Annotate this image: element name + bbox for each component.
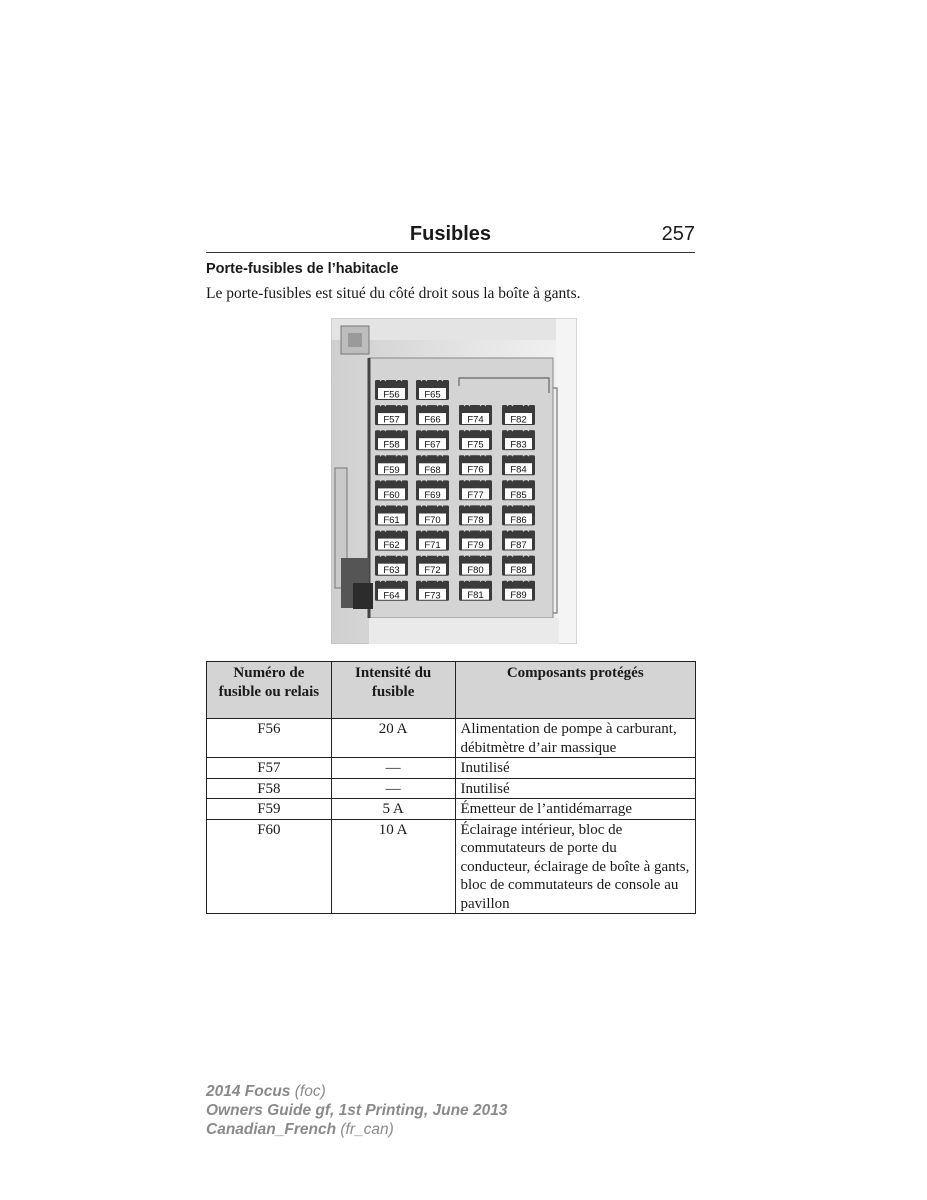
fuse-label: F57 xyxy=(383,414,400,426)
fuse-cell-f58 xyxy=(375,428,408,451)
footer-language: Canadian_French xyxy=(206,1121,337,1138)
fuse-cell-f78 xyxy=(459,503,492,526)
fuse-label: F78 xyxy=(467,514,484,526)
fuse-cell-f57 xyxy=(375,403,408,426)
fuse-label: F62 xyxy=(383,540,400,552)
fuse-cell-f75 xyxy=(459,428,492,451)
footer-line-model xyxy=(206,1082,507,1101)
fuse-label: F74 xyxy=(467,414,484,426)
fuse-cell-f64 xyxy=(375,579,408,602)
fuse-label: F66 xyxy=(424,414,441,426)
fuse-number-cell: F60 xyxy=(207,819,332,914)
fuse-cell-f87 xyxy=(502,529,535,552)
column-header-amperage: Intensité du fusible xyxy=(331,662,455,719)
amperage-cell: — xyxy=(331,758,455,779)
fuse-panel-drawing xyxy=(331,318,577,644)
page-number: 257 xyxy=(661,223,695,245)
fuse-cell-f81 xyxy=(459,579,492,602)
fuse-label: F85 xyxy=(510,489,527,501)
fuse-label: F59 xyxy=(383,464,400,476)
fuse-label: F81 xyxy=(467,590,484,602)
fuse-cell-f76 xyxy=(459,453,492,476)
fuse-cell-f74 xyxy=(459,403,492,426)
components-cell: Inutilisé xyxy=(455,758,695,779)
fuse-label: F72 xyxy=(424,565,441,577)
page-title: Fusibles xyxy=(409,223,492,245)
fuse-label: F73 xyxy=(424,590,441,602)
footer-model-code: (foc) xyxy=(290,1083,326,1100)
fuse-cell-f59 xyxy=(375,453,408,476)
fuse-cell-f67 xyxy=(416,428,449,451)
fuse-cell-f62 xyxy=(375,529,408,552)
fuse-label: F77 xyxy=(467,489,484,501)
fuse-cell-f86 xyxy=(502,503,535,526)
fuse-cell-f89 xyxy=(502,579,535,602)
components-cell: Émetteur de l’antidémarrage xyxy=(455,799,695,820)
fuse-cell-f88 xyxy=(502,554,535,577)
fuse-label: F88 xyxy=(510,565,527,577)
fuse-cell-f69 xyxy=(416,478,449,501)
fuse-label: F67 xyxy=(424,439,441,451)
fuse-cell-f68 xyxy=(416,453,449,476)
fuse-label: F71 xyxy=(424,540,441,552)
fuse-cell-f65 xyxy=(416,378,449,401)
fuse-cell-f73 xyxy=(416,579,449,602)
fuse-cell-f71 xyxy=(416,529,449,552)
fuse-cell-f61 xyxy=(375,504,408,527)
table-row xyxy=(207,799,696,820)
document-footer xyxy=(206,1082,507,1139)
table-row xyxy=(207,719,696,758)
fuse-number-cell: F57 xyxy=(207,758,332,779)
table-row xyxy=(207,758,696,779)
fuse-number-cell: F59 xyxy=(207,799,332,820)
page-header xyxy=(206,222,695,253)
fuse-label: F75 xyxy=(467,439,484,451)
footer-line-language xyxy=(206,1120,507,1139)
fuse-label: F89 xyxy=(510,590,527,602)
components-cell: Alimentation de pompe à carburant, débitmètre d’air massique xyxy=(455,719,695,758)
fuse-number-cell: F56 xyxy=(207,719,332,758)
fuse-label: F58 xyxy=(383,439,400,451)
amperage-cell: 5 A xyxy=(331,799,455,820)
fuse-cell-f72 xyxy=(416,554,449,577)
fuse-cell-f84 xyxy=(502,453,535,476)
fuse-table-header-row xyxy=(207,662,696,719)
fuse-label: F80 xyxy=(467,565,484,577)
section-title: Porte-fusibles de l’habitacle xyxy=(206,261,399,277)
fuse-cell-f79 xyxy=(459,529,492,552)
fuse-cell-f82 xyxy=(502,403,535,426)
fuse-cell-f56 xyxy=(375,378,408,401)
table-row xyxy=(207,819,696,914)
fuse-label: F87 xyxy=(510,540,527,551)
intro-paragraph: Le porte-fusibles est situé du côté droit sous la boîte à gants. xyxy=(206,285,581,302)
fuse-label: F56 xyxy=(383,389,400,401)
footer-model-name: 2014 Focus xyxy=(206,1083,291,1100)
fuse-table xyxy=(206,661,696,914)
fuse-label: F60 xyxy=(383,489,400,501)
fuse-label: F69 xyxy=(424,489,441,501)
column-header-components: Composants protégés xyxy=(455,662,695,719)
fuse-label: F68 xyxy=(424,464,441,476)
column-header-fuse-number: Numéro de fusible ou relais xyxy=(207,662,332,719)
fuse-cell-f63 xyxy=(375,554,408,577)
fuse-panel-illustration xyxy=(331,318,577,644)
fuse-label: F61 xyxy=(383,515,400,526)
fuse-label: F83 xyxy=(510,439,527,451)
fuse-cell-f66 xyxy=(416,403,449,426)
footer-edition: Owners Guide gf, 1st Printing, June 2013 xyxy=(206,1102,508,1119)
fuse-label: F86 xyxy=(510,514,527,526)
table-row xyxy=(207,778,696,799)
fuse-cell-f70 xyxy=(416,504,449,527)
fuse-label: F76 xyxy=(467,464,484,476)
fuse-cell-f83 xyxy=(502,428,535,451)
fuse-label: F65 xyxy=(424,389,441,401)
components-cell: Éclairage intérieur, bloc de commutateurs de porte du conducteur, éclairage de boîte à gants, bloc de commutateurs de console au pavillon xyxy=(455,819,695,914)
fuse-cell-f77 xyxy=(459,478,492,501)
fuse-label: F63 xyxy=(383,565,400,577)
fuse-label: F79 xyxy=(467,540,484,551)
fuse-label: F70 xyxy=(424,515,441,526)
fuse-label: F84 xyxy=(510,464,527,476)
fuse-label: F82 xyxy=(510,414,527,426)
footer-language-code: (fr_can) xyxy=(336,1121,394,1138)
fuse-cell-f80 xyxy=(459,554,492,577)
fuse-cell-f85 xyxy=(502,478,535,501)
footer-line-edition xyxy=(206,1101,507,1120)
amperage-cell: — xyxy=(331,778,455,799)
amperage-cell: 10 A xyxy=(331,819,455,914)
components-cell: Inutilisé xyxy=(455,778,695,799)
fuse-label: F64 xyxy=(383,590,400,602)
amperage-cell: 20 A xyxy=(331,719,455,758)
fuse-cell-f60 xyxy=(375,478,408,501)
fuse-number-cell: F58 xyxy=(207,778,332,799)
